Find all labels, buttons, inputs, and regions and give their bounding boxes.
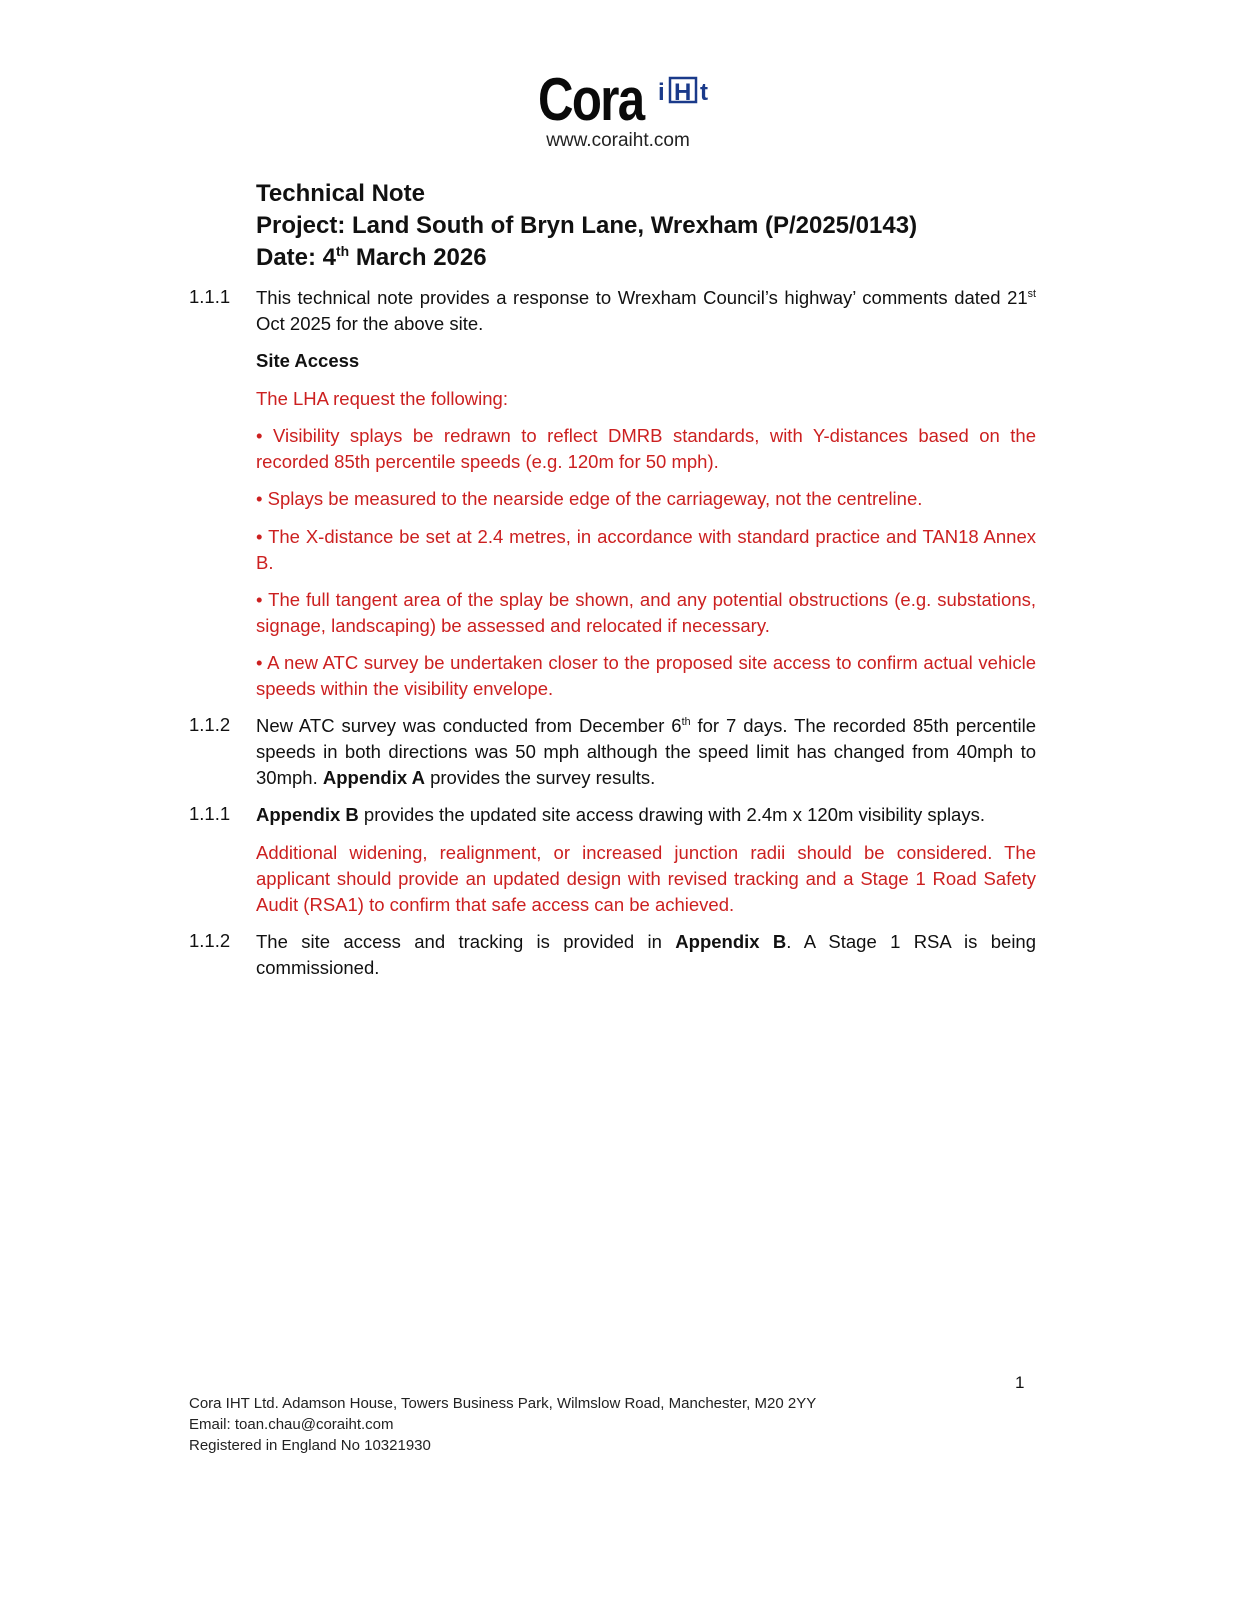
lha-comment-paragraph: Additional widening, realignment, or increased junction radii should be considered. The applicant should provide an updated design with revised tracking and a Stage 1 Road Safety Audit (RSA1) to confirm that safe access can be achieved.: [256, 842, 1036, 915]
date-suffix: March 2026: [349, 244, 487, 271]
lha-intro: The LHA request the following:: [256, 388, 508, 409]
date-line: [256, 244, 487, 272]
appendix-b-ref: Appendix B: [675, 931, 787, 952]
date-superscript: th: [336, 243, 350, 259]
paragraph-number: 1.1.2: [189, 930, 231, 951]
appendix-a-ref: Appendix A: [322, 767, 425, 788]
bullet-text: A new ATC survey be undertaken closer to the proposed site access to confirm actual vehicle speeds within the visibility envelope.: [256, 652, 1036, 699]
bullet-symbol: •: [256, 652, 263, 673]
logo-iht-mark: [656, 76, 716, 104]
tracking-text-a: The site access and tracking is provided in: [256, 931, 676, 952]
bullet-symbol: •: [256, 425, 263, 446]
atc-text-a: New ATC survey was conducted from December 6: [256, 715, 682, 736]
paragraph-appendix-b: [256, 802, 1036, 828]
date-prefix: Date: 4: [256, 244, 337, 271]
bullet-text: The full tangent area of the splay be shown, and any potential obstructions (e.g. substations, signage, landscaping) be assessed and relocated if necessary.: [256, 589, 1037, 636]
paragraph-number: 1.1.1: [189, 286, 231, 307]
paragraph-site-access-tracking: [256, 929, 1036, 981]
paragraph-number: 1.1.2: [189, 714, 231, 735]
document-title: Technical Note: [256, 180, 425, 207]
atc-superscript: th: [681, 715, 691, 728]
footer-registration: Registered in England No 10321930: [189, 1437, 431, 1454]
intro-text-b: Oct 2025 for the above site.: [256, 313, 484, 334]
paragraph-number: 1.1.1: [189, 803, 231, 824]
footer: [189, 1393, 816, 1456]
bullet-item: [256, 524, 1036, 576]
website-url[interactable]: www.coraiht.com: [546, 130, 690, 151]
bullet-text: Visibility splays be redrawn to reflect DMRB standards, with Y-distances based on the recorded 85th percentile speeds (e.g. 120m for 50 mph).: [256, 425, 1036, 472]
atc-text-b: for 7 days. The recorded 85th percentile speeds in both directions was 50 mph although the speed limit has changed from 40mph to 30mph.: [256, 715, 1037, 788]
bullet-item: [256, 486, 1036, 512]
logo-wordmark: Cora: [538, 66, 644, 133]
bullet-text: The X-distance be set at 2.4 metres, in accordance with standard practice and TAN18 Annex B.: [256, 526, 1036, 573]
tracking-text-b: . A Stage 1 RSA is being commissioned.: [256, 931, 1037, 978]
atc-text-c: provides the survey results.: [424, 767, 656, 788]
logo-mark-i: i: [658, 79, 665, 104]
logo-mark-h: H: [674, 79, 692, 104]
site-access-heading: Site Access: [256, 350, 360, 371]
logo-mark-t: t: [700, 79, 708, 104]
intro-superscript: st: [1027, 287, 1036, 300]
bullet-symbol: •: [256, 488, 263, 509]
bullet-item: [256, 587, 1036, 639]
bullet-text: Splays be measured to the nearside edge of the carriageway, not the centreline.: [267, 488, 923, 509]
company-logo: [538, 66, 718, 133]
appendix-b-text: provides the updated site access drawing with 2.4m x 120m visibility splays.: [358, 804, 985, 825]
paragraph-atc-survey: [256, 713, 1036, 791]
paragraph-intro: [256, 285, 1036, 337]
footer-email[interactable]: Email: toan.chau@coraiht.com: [189, 1416, 394, 1433]
bullet-item: [256, 650, 1036, 702]
footer-address: Cora IHT Ltd. Adamson House, Towers Business Park, Wilmslow Road, Manchester, M20 2YY: [189, 1395, 817, 1412]
bullet-item: [256, 423, 1036, 475]
bullet-symbol: •: [256, 526, 263, 547]
page-number: 1: [1015, 1373, 1025, 1392]
appendix-b-ref: Appendix B: [256, 804, 359, 825]
project-line: Project: Land South of Bryn Lane, Wrexham (P/2025/0143): [256, 212, 918, 239]
intro-text-a: This technical note provides a response to Wrexham Council’s highway’ comments dated 21: [256, 287, 1028, 308]
bullet-symbol: •: [256, 589, 263, 610]
